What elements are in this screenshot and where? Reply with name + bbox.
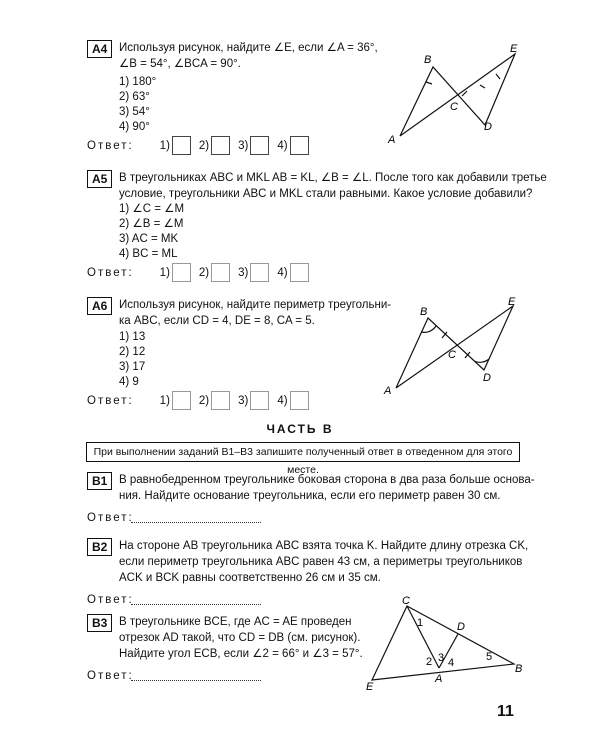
figure-triangle-b3 (362, 594, 522, 694)
answer-box-1[interactable] (172, 263, 191, 282)
fig3-angle-3: 3 (438, 652, 445, 664)
fig1-label-e: E (510, 43, 518, 55)
answer-row-a4 (87, 136, 317, 155)
page-number: 11 (497, 703, 514, 720)
choice-label-4: 4) (277, 139, 288, 152)
answer-row-a5 (87, 263, 317, 282)
fig2-label-e: E (508, 296, 516, 308)
fig2-label-b: B (420, 306, 428, 318)
answer-label: Ответ: (87, 394, 134, 407)
task-a5-option-4: 4) BC = ML (119, 248, 178, 260)
choice-label-2: 2) (198, 266, 210, 279)
task-a4-text-line1: Используя рисунок, найдите ∠E, если ∠A = 36°, (119, 42, 378, 54)
fig3-label-c: C (402, 595, 410, 607)
fig3-angle-1: 1 (417, 617, 424, 629)
choice-label-2: 2) (198, 139, 210, 152)
fig2-label-c: C (448, 349, 456, 361)
task-b3-text-line2: отрезок AD такой, что CD = DB (см. рисунок). (119, 632, 361, 644)
task-a4-option-1: 1) 180° (119, 76, 157, 88)
answer-box-1[interactable] (172, 136, 191, 155)
task-label-b1: B1 (87, 472, 112, 490)
task-a6-option-1: 1) 13 (119, 331, 146, 343)
fig3-angle-5: 5 (486, 651, 493, 663)
fig3-label-b: B (515, 663, 522, 675)
task-a4-option-3: 3) 54° (119, 106, 150, 118)
fig2-label-d: D (483, 372, 491, 384)
task-a5-option-3: 3) AC = MK (119, 233, 179, 245)
answer-box-4[interactable] (290, 391, 309, 410)
task-b2-text-line1: На стороне AB треугольника ABC взята точка K. Найдите длину отрезка CK, (119, 540, 529, 552)
answer-line-b3[interactable] (131, 680, 261, 681)
task-b1-text-line2: ния. Найдите основание треугольника, если его периметр равен 30 см. (119, 490, 501, 502)
fig1-label-a: A (388, 134, 396, 146)
choice-label-4: 4) (277, 394, 288, 407)
answer-line-b2[interactable] (131, 604, 261, 605)
task-a5-text-line1: В треугольниках ABC и MKL AB = KL, ∠B = ∠L. После того как добавили третье (119, 172, 547, 184)
fig3-label-d: D (457, 621, 465, 633)
answer-box-3[interactable] (250, 263, 269, 282)
answer-box-2[interactable] (211, 136, 230, 155)
choice-label-1: 1) (159, 139, 170, 152)
answer-label-b3: Ответ: (87, 670, 134, 682)
task-a4-text-line2: ∠B = 54°, ∠BCA = 90°. (119, 58, 241, 70)
fig1-label-d: D (484, 121, 492, 133)
task-b3-text-line1: В треугольнике BCE, где AC = AE проведен (119, 616, 352, 628)
task-a6-text-line1: Используя рисунок, найдите периметр треугольни- (119, 299, 392, 311)
task-label-b2: B2 (87, 538, 112, 556)
figure-triangles-a4 (380, 40, 530, 150)
task-a6-option-4: 4) 9 (119, 376, 139, 388)
choice-label-3: 3) (238, 266, 249, 279)
answer-box-2[interactable] (211, 391, 230, 410)
answer-row-a6 (87, 391, 317, 410)
choice-label-1: 1) (159, 394, 170, 407)
fig1-label-b: B (424, 54, 432, 66)
task-a5-text-line2: условие, треугольники ABC и MKL стали равными. Какое условие добавили? (119, 188, 533, 200)
fig3-label-a: A (435, 673, 443, 685)
choice-label-2: 2) (198, 394, 210, 407)
answer-box-4[interactable] (290, 136, 309, 155)
choice-label-3: 3) (238, 139, 249, 152)
part-b-instruction: При выполнении заданий В1–В3 запишите полученный ответ в отведенном для этого месте. (86, 442, 520, 462)
task-a4-option-4: 4) 90° (119, 121, 150, 133)
task-b1-text-line1: В равнобедренном треугольнике боковая сторона в два раза больше основа- (119, 474, 535, 486)
figure-triangles-a6 (376, 296, 526, 406)
task-label-a4: A4 (87, 40, 112, 58)
task-a6-option-3: 3) 17 (119, 361, 146, 373)
answer-line-b1[interactable] (131, 522, 261, 523)
answer-label-b2: Ответ: (87, 594, 134, 606)
answer-box-3[interactable] (250, 136, 269, 155)
answer-box-3[interactable] (250, 391, 269, 410)
answer-box-2[interactable] (211, 263, 230, 282)
answer-label: Ответ: (87, 139, 134, 152)
task-a6-option-2: 2) 12 (119, 346, 146, 358)
task-a5-option-2: 2) ∠B = ∠M (119, 218, 184, 230)
fig1-label-c: C (450, 101, 458, 113)
task-label-a6: A6 (87, 297, 112, 315)
task-a6-text-line2: ка ABC, если CD = 4, DE = 8, CA = 5. (119, 315, 315, 327)
answer-box-1[interactable] (172, 391, 191, 410)
task-a4-option-2: 2) 63° (119, 91, 150, 103)
fig3-angle-4: 4 (448, 657, 455, 669)
task-b2-text-line3: ACK и BCK равны соответственно 26 см и 35 см. (119, 572, 381, 584)
task-label-b3: B3 (87, 614, 112, 632)
fig3-label-e: E (366, 681, 374, 693)
fig2-label-a: A (384, 385, 392, 397)
answer-label: Ответ: (87, 266, 134, 279)
fig3-angle-2: 2 (426, 656, 433, 668)
answer-label-b1: Ответ: (87, 512, 134, 524)
choice-label-4: 4) (277, 266, 288, 279)
part-b-title: ЧАСТЬ В (266, 422, 334, 436)
choice-label-3: 3) (238, 394, 249, 407)
task-b2-text-line2: если периметр треугольника ABC равен 43 см, а периметры треугольников (119, 556, 523, 568)
task-a5-option-1: 1) ∠C = ∠M (119, 203, 185, 215)
choice-label-1: 1) (159, 266, 170, 279)
answer-box-4[interactable] (290, 263, 309, 282)
task-label-a5: A5 (87, 170, 112, 188)
task-b3-text-line3: Найдите угол ECB, если ∠2 = 66° и ∠3 = 57°. (119, 648, 363, 660)
